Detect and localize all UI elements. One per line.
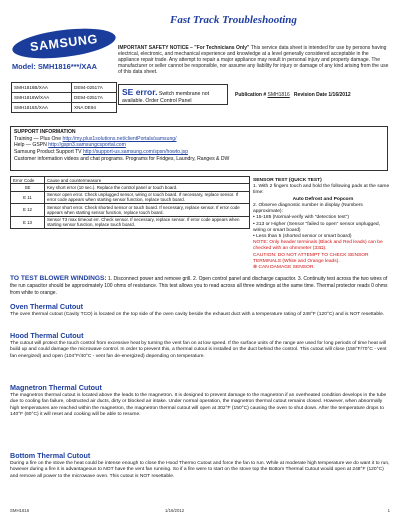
error-code-table xyxy=(10,176,250,229)
publication-info xyxy=(235,92,351,98)
training-label: Training — Plus One xyxy=(14,135,62,142)
footer-date: 1/16/2012 xyxy=(165,508,185,513)
sensor-caution: CAUTION: DO NOT ATTEMPT TO CHECK SENSOR TERMINALS (White and Orange leads). xyxy=(253,252,369,264)
section-heading: Hood Thermal Cutout xyxy=(10,331,84,340)
magnetron-thermal-cutout-section xyxy=(10,383,392,418)
table-row xyxy=(11,191,250,204)
support-product-line xyxy=(14,149,384,156)
blower-windings-section xyxy=(10,275,392,296)
customer-info-line: Customer information videos and chat programs. Programs for Fridges, Laundry, Ranges & DW xyxy=(14,155,230,162)
cause-cell: Sensor T3 max timeout err. Check sensor. If necessary, replace sensor. If error code appears when starting sensor function, replace touch board. xyxy=(45,216,250,229)
page-title: Fast Track Troubleshooting xyxy=(170,14,297,26)
publication-number: SMH1816 xyxy=(267,92,290,98)
oven-thermal-cutout-section xyxy=(10,302,392,318)
support-heading: SUPPORT INFORMATION xyxy=(14,129,76,135)
support-help-line xyxy=(14,142,384,149)
list-item: • Less than 5 (shorted sensor or smart board) xyxy=(253,233,352,239)
section-text: The oven thermal cutout (Cavity TCO) is located on the top side of the oven cavity beside the exhaust duct with a temperature rating of 248°F (120°C) and is NOT resettable. xyxy=(10,312,385,318)
table-row xyxy=(12,83,117,93)
product-support-label: Samsung Product Support TV xyxy=(14,149,82,156)
safety-notice-body: This service data sheet is intended for use by persons having electrical, electronic, and mechanical experience and knowledge at a level generally considered acceptable in the appliance repair trade. Any attempt to repair a major appliance may result in personal injury and property damage. The manufacturer or seller cannot be responsible, nor assume any liability for injury or damage of any kind arising from the use of this data sheet. xyxy=(118,45,389,76)
cause-cell: Sensor short error. Check shorted sensor or touch board. If necessary, replace sensor. If error code appears when starting sensor function, replace touch board. xyxy=(45,204,250,217)
cause-cell: Key short error (10 sec.). Replace the control panel or touch board. xyxy=(45,184,250,191)
table-header-row xyxy=(11,177,250,184)
footer-model: SMH1816 xyxy=(10,508,30,513)
sensor-test-panel xyxy=(253,178,393,271)
section-heading: Magnetron Thermal Cutout xyxy=(10,383,102,392)
help-label: Help — GSPN xyxy=(14,142,47,149)
table-row xyxy=(11,204,250,217)
revision-label: Revision Date xyxy=(293,92,327,98)
sensor-note: NOTE: Only header terminals (Black and Red leads) can be checked with an ohmmeter (33Ω). xyxy=(253,240,383,252)
column-header: Cause and countermeasure xyxy=(45,177,250,184)
error-code-cell: E 12 xyxy=(11,204,45,217)
model-cell: SMH1816B/XAA xyxy=(12,83,72,93)
training-link[interactable]: http://my.plus1solutions.net/clientPortals/samsung/ xyxy=(62,135,177,142)
product-support-link[interactable]: http://support-us.samsung.com/spsn/howto.jsp xyxy=(83,149,189,156)
sensor-step-1: 1. With 2 fingers touch and hold the following pads at the same time: xyxy=(253,184,390,196)
support-info-box xyxy=(10,126,388,171)
help-link[interactable]: http://gspn3.samsungcsportal.com xyxy=(48,142,126,149)
section-text: The magnetron thermal cutout is located above the leads to the magnetron. It is designed to prevent damage to the magnetron if an overheated condition develops in the tube due to cooling fan failure, obstructed air ducts, dirty or blocked air intake. Under normal operation, the magnetron thermal cutout remains closed. However, when abnormally high temperatures are reached within the magnetron, the magnetron thermal cutout will open at 302°F (150°C) causing the oven to shut down. After the temperature drops to 140°F (60°C) it will reset and cooking will be able to resume. xyxy=(10,393,387,417)
bottom-thermal-cutout-section xyxy=(10,451,392,480)
se-error-box xyxy=(118,84,228,105)
sensor-test-heading: SENSOR TEST (QUICK TEST) xyxy=(253,178,322,183)
blower-windings-text: 1. Disconnect power and remove grill. 2. Open control panel and discharge capacitor. 3. Continuity test across the two wires of the run capacitor should be approximately 100 ohms of resistance. This test allows you to read across all three windings at the same time. Thermal protector reads 0 ohms from white to orange. xyxy=(10,276,388,296)
sensor-damage-warning: ⊗ CAN DAMAGE SENSOR. xyxy=(253,265,315,271)
model-part-table xyxy=(11,82,117,113)
model-label: Model: SMH1816***/XAA xyxy=(12,62,98,71)
list-item: • 213 or Higher (Sensor "failed to open" sensor unplugged, wiring or smart board) xyxy=(253,221,380,233)
part-cell: DE94-02517A xyxy=(72,93,117,103)
list-item: • 15-185 (Normal-verify with "detection test") xyxy=(253,215,349,221)
section-heading: Oven Thermal Cutout xyxy=(10,302,84,311)
table-row xyxy=(12,103,117,113)
blower-windings-heading: TO TEST BLOWER WINDINGS: xyxy=(10,275,107,282)
table-row xyxy=(11,184,250,191)
section-heading: Bottom Thermal Cutout xyxy=(10,451,91,460)
revision-date: 1/16/2012 xyxy=(328,92,351,98)
part-cell: DE94-02517A xyxy=(72,83,117,93)
cause-cell: Sensor open error. Check unplugged sensor, wiring or touch board. If necessary, replace sensor. If error code appears when starting sensor function, replace touch board. xyxy=(45,191,250,204)
se-error-text: Switch membrane not available. Order Control Panel xyxy=(122,91,210,105)
error-code-cell: E 13 xyxy=(11,216,45,229)
support-training-line xyxy=(14,136,384,143)
page-number: 1 xyxy=(387,508,390,513)
hood-thermal-cutout-section xyxy=(10,331,392,360)
sensor-pads: Auto Defrost and Popcorn xyxy=(292,196,354,202)
publication-label: Publication # xyxy=(235,92,267,98)
error-code-cell: SE xyxy=(11,184,45,191)
samsung-logo: SAMSUNG xyxy=(11,24,118,63)
safety-notice xyxy=(118,45,390,75)
table-row xyxy=(12,93,117,103)
se-error-code: SE error. xyxy=(122,87,158,97)
safety-notice-heading: IMPORTANT SAFETY NOTICE – "For Technicians Only" xyxy=(118,45,250,51)
section-text: The cutout will protect the touch control from excessive heat by turning the vent fan on at low speed. If the surface units of the range are used for long periods of time heat will build up and could damage the microwave control. In order to prevent this, a thermal cutout is installed on the duct behind the control. This cutout will close (158°F/70°C - vent fan energized) and open (104°F/40°C - vent fan de-energized) depending on temperature. xyxy=(10,341,387,359)
part-cell: XNA DE94 xyxy=(72,103,117,113)
column-header: Error Code xyxy=(11,177,45,184)
model-cell: SMH1816W/XAA xyxy=(12,93,72,103)
sensor-step-2: 2. Observe diagnostic number in display (Numbers approximate): xyxy=(253,202,363,215)
section-text: During a fire on the stove the heat could be intense enough to close the Hood Thermo Cutout and force the fan to run. While at moderate high temperature we do want it to run, however during a fire it is advantageous to NOT have the vent fan running. So if a fire were to start on the stove top the Bottom Thermal Cutout would open at 248°F (120°C) and remove all power to the microwave oven. This cutout is NOT resettable. xyxy=(10,461,390,479)
table-row xyxy=(11,216,250,229)
model-cell: SMH1816S/XAA xyxy=(12,103,72,113)
error-code-cell: E 11 xyxy=(11,191,45,204)
